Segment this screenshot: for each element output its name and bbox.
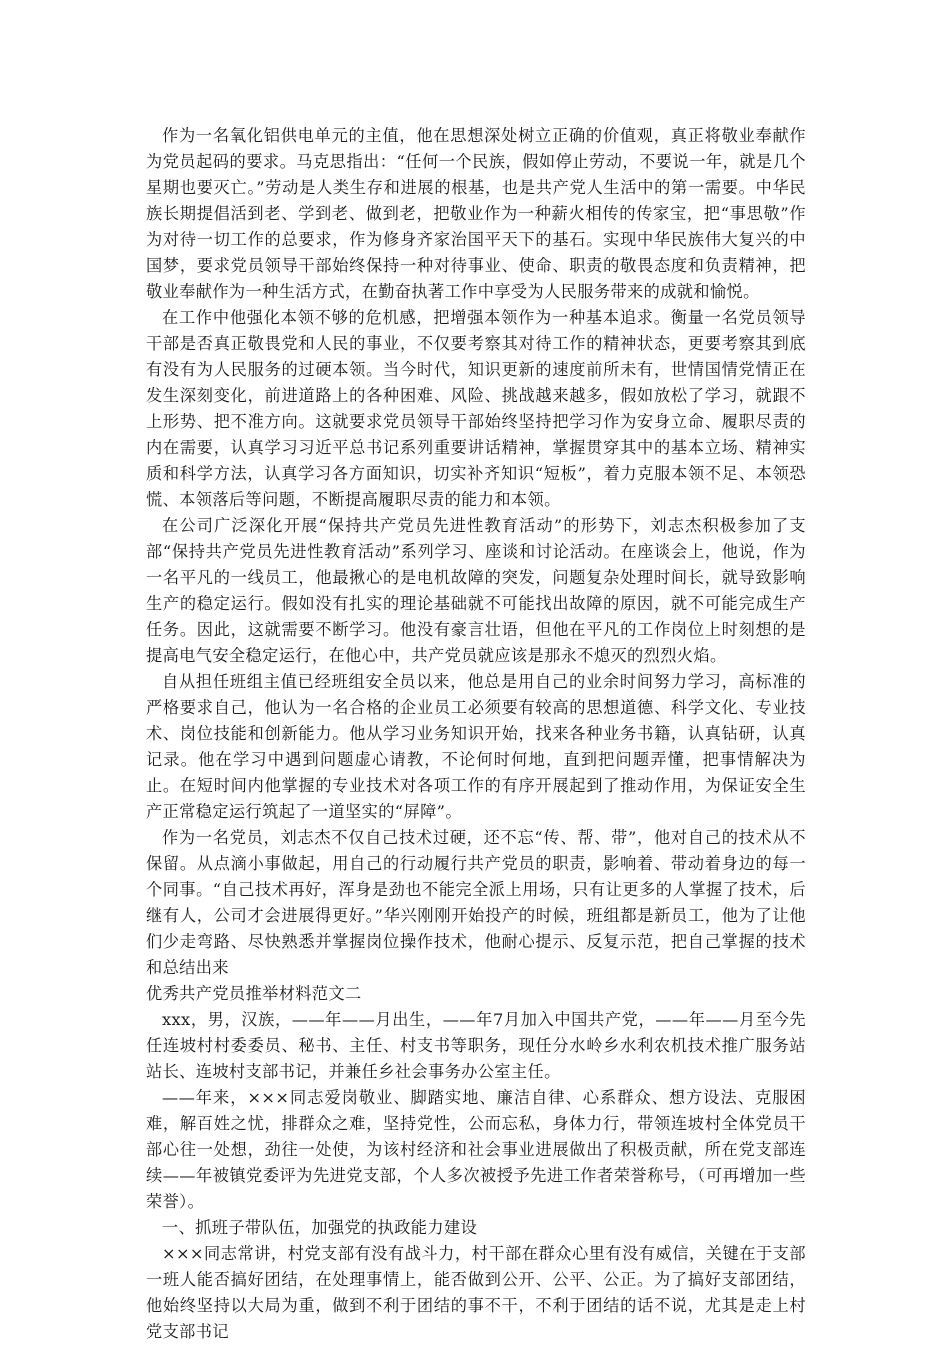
subheading-team-building: 一、抓班子带队伍，加强党的执政能力建设 xyxy=(162,1218,478,1237)
document-body xyxy=(146,123,806,1345)
paragraph-achievements: ——年来，×××同志爱岗敬业、脚踏实地、廉洁自律、心系群众、想方设法、克服困难，解百姓之忧，排群众之难，坚持党性，公而忘私，身体力行，带领连坡村全体党员干部心往一处想，劲往一处使，为该村经济和社会事业进展做出了积极贡献，所在党支部连续——年被镇党委评为先进党支部，个人多次被授予先进工作者荣誉称号，（可再增加一些荣誉）。 xyxy=(146,1088,806,1211)
paragraph-education-activity: 在公司广泛深化开展“保持共产党员先进性教育活动”的形势下，刘志杰积极参加了支部“保持共产党员先进性教育活动”系列学习、座谈和讨论活动。在座谈会上，他说，作为一名平凡的一线员工，他最揪心的是电机故障的突发，问题复杂处理时间长，就导致影响生产的稳定运行。假如没有扎实的理论基础就不可能找出故障的原因，就不可能完成生产任务。因此，这就需要不断学习。他没有豪言壮语，但他在平凡的工作岗位上时刻想的是提高电气安全稳定运行，在他心中，共产党员就应该是那永不熄灭的烈烈火焰。 xyxy=(146,516,806,665)
paragraph-capability: 在工作中他强化本领不够的危机感，把增强本领作为一种基本追求。衡量一名党员领导干部是否真正敬畏党和人民的事业，不仅要考察其对待工作的精神状态，更要考察其到底有没有为人民服务的过硬本领。当今时代，知识更新的速度前所未有，世情国情党情正在发生深刻变化，前进道路上的各种困难、风险、挑战越来越多，假如放松了学习，就跟不上形势、把不准方向。这就要求党员领导干部始终坚持把学习作为安身立命、履职尽责的内在需要，认真学习习近平总书记系列重要讲话精神，掌握贯穿其中的基本立场、精神实质和科学方法，认真学习各方面知识，切实补齐知识“短板”，着力克服本领不足、本领恐慌、本领落后等问题，不断提高履职尽责的能力和本领。 xyxy=(146,308,806,509)
paragraph-self-study: 自从担任班组主值已经班组安全员以来，他总是用自己的业余时间努力学习，高标准的严格要求自己，他认为一名合格的企业员工必须要有较高的思想道德、科学文化、专业技术、岗位技能和创新能力。他从学习业务知识开始，找来各种业务书籍，认真钻研，认真记录。他在学习中遇到问题虚心请教，不论何时何地，直到把问题弄懂，把事情解决为止。在短时间内他掌握的专业技术对各项工作的有序开展起到了推动作用，为保证安全生产正常稳定运行筑起了一道坚实的“屏障”。 xyxy=(146,672,806,821)
paragraph-unity: ×××同志常讲，村党支部有没有战斗力，村干部在群众心里有没有威信，关键在于支部一班人能否搞好团结，在处理事情上，能否做到公开、公平、公正。为了搞好支部团结，他始终坚持以大局为重，做到不利于团结的事不干，不利于团结的话不说，尤其是走上村党支部书记 xyxy=(146,1244,806,1341)
paragraph-profile: xxx，男，汉族，——年——月出生，——年7月加入中国共产党，——年——月至今先任连坡村村委委员、秘书、主任、村支书等职务，现任分水岭乡水利农机技术推广服务站站长、连坡村支部书记，并兼任乡社会事务办公室主任。 xyxy=(146,1010,806,1081)
section-title-sample-two: 优秀共产党员推举材料范文二 xyxy=(146,984,362,1003)
paragraph-mentoring: 作为一名党员，刘志杰不仅自己技术过硬，还不忘“传、帮、带”，他对自己的技术从不保留。从点滴小事做起，用自己的行动履行共产党员的职责，影响着、带动着身边的每一个同事。“自己技术再好，浑身是劲也不能完全派上用场，只有让更多的人掌握了技术，后继有人，公司才会进展得更好。”华兴刚刚开始投产的时候，班组都是新员工，他为了让他们少走弯路、尽快熟悉并掌握岗位操作技术，他耐心提示、反复示范，把自己掌握的技术和总结出来 xyxy=(146,828,806,977)
paragraph-work-ethic: 作为一名氧化铝供电单元的主值，他在思想深处树立正确的价值观，真正将敬业奉献作为党员起码的要求。马克思指出：“任何一个民族，假如停止劳动，不要说一年，就是几个星期也要灭亡。”劳动是人类生存和进展的根基，也是共产党人生活中的第一需要。中华民族长期提倡活到老、学到老、做到老，把敬业作为一种薪火相传的传家宝，把“事思敬”作为对待一切工作的总要求，作为修身齐家治国平天下的基石。实现中华民族伟大复兴的中国梦，要求党员领导干部始终保持一种对待事业、使命、职责的敬畏态度和负责精神，把敬业奉献作为一种生活方式，在勤奋执著工作中享受为人民服务带来的成就和愉悦。 xyxy=(146,126,806,301)
